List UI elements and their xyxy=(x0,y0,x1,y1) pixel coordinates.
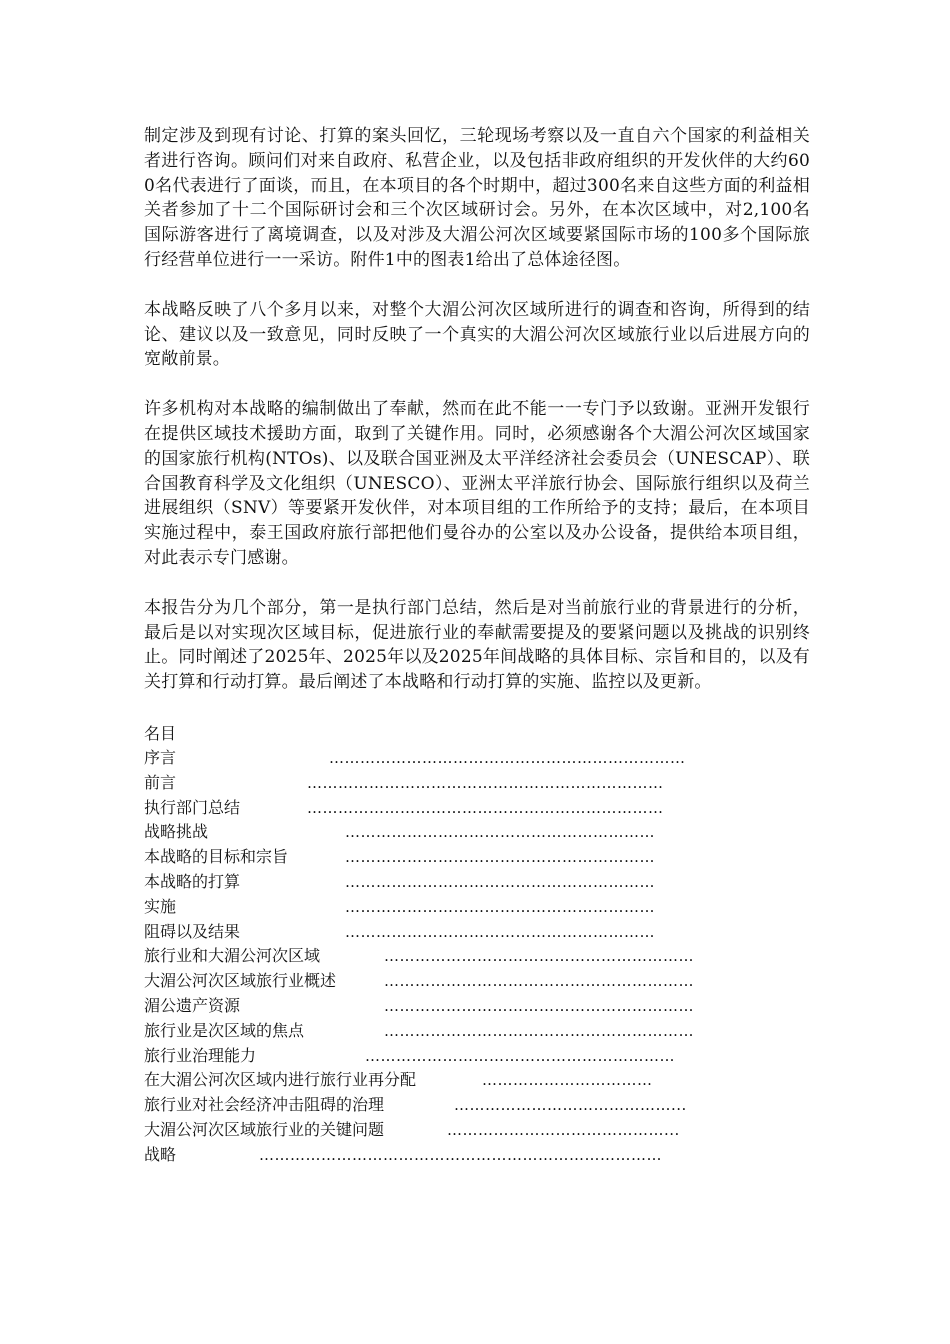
toc-leader-dots: …………………………………………………………………… xyxy=(259,1145,662,1164)
toc-entry[interactable] xyxy=(144,771,810,796)
toc-entry-label: 前言 xyxy=(144,772,177,792)
toc-entry[interactable] xyxy=(144,1143,810,1168)
toc-leader-dots: …………………………………………………… xyxy=(384,1021,694,1040)
toc-entry[interactable] xyxy=(144,944,810,969)
toc-leader-dots: …………………………… xyxy=(482,1071,653,1090)
paragraph-methodology: 制定涉及到现有讨论、打算的案头回忆，三轮现场考察以及一直自六个国家的利益相关者进行咨询。顾问们对来自政府、私营企业，以及包括非政府组织的开发伙伴的大约600名代表进行了面谈，而且，在本项目的各个时期中，超过300名来自这些方面的利益相关者参加了十二个国际研讨会和三个次区域研讨会。另外，在本次区域中，对2,100名国际游客进行了离境调查，以及对涉及大湄公河次区域要紧国际市场的100多个国际旅行经营单位进行一一采访。附件1中的图表1给出了总体途径图。 xyxy=(144,126,810,270)
toc-entry-label: 湄公遗产资源 xyxy=(144,995,241,1015)
toc-entry-label: 战略挑战 xyxy=(144,822,209,842)
toc-entry[interactable] xyxy=(144,920,810,945)
toc-entry[interactable] xyxy=(144,746,810,771)
toc-entry[interactable] xyxy=(144,870,810,895)
paragraph-findings: 本战略反映了八个多月以来，对整个大湄公河次区域所进行的调查和咨询，所得到的结论、建议以及一致意见，同时反映了一个真实的大湄公河次区域旅行业以后进展方向的宽敞前景。 xyxy=(144,299,810,370)
toc-entry[interactable] xyxy=(144,1118,810,1143)
toc-entry-label: 执行部门总结 xyxy=(144,797,241,817)
toc-entry-label: 大湄公河次区域旅行业的关键问题 xyxy=(144,1119,385,1139)
toc-entry-label: 本战略的目标和宗旨 xyxy=(144,847,289,867)
toc-leader-dots: …………………………………………………… xyxy=(384,947,694,966)
toc-entry[interactable] xyxy=(144,969,810,994)
document-page xyxy=(144,124,810,1167)
toc-leader-dots: …………………………………………………… xyxy=(365,1046,675,1065)
toc-entry-label: 旅行业对社会经济冲击阻碍的治理 xyxy=(144,1095,385,1115)
toc-entry-label: 大湄公河次区域旅行业概述 xyxy=(144,971,337,991)
toc-entry[interactable] xyxy=(144,820,810,845)
table-of-contents xyxy=(144,721,810,1168)
toc-entry[interactable] xyxy=(144,1093,810,1118)
toc-entry[interactable] xyxy=(144,895,810,920)
toc-leader-dots: …………………………………………………… xyxy=(345,848,655,867)
toc-entry-label: 旅行业治理能力 xyxy=(144,1045,257,1065)
toc-entry-label: 旅行业和大湄公河次区域 xyxy=(144,946,321,966)
toc-leader-dots: …………………………………………………… xyxy=(345,922,655,941)
toc-entry[interactable] xyxy=(144,796,810,821)
toc-leader-dots: …………………………………………………………… xyxy=(307,798,664,817)
toc-leader-dots: …………………………………………………………… xyxy=(329,748,686,767)
toc-leader-dots: ……………………………………... xyxy=(447,1120,680,1139)
toc-entry[interactable] xyxy=(144,1068,810,1093)
toc-leader-dots: …………………………………………………… xyxy=(345,897,655,916)
toc-leader-dots: …………………………………………………… xyxy=(384,996,694,1015)
toc-leader-dots: …………………………………………………… xyxy=(345,872,655,891)
paragraph-report-structure: 本报告分为几个部分，第一是执行部门总结，然后是对当前旅行业的背景进行的分析，最后是以对实现次区域目标，促进旅行业的奉献需要提及的要紧问题以及挑战的识别终止。同时阐述了2025年、2025年以及2025年间战略的具体目标、宗旨和目的，以及有关打算和行动打算。最后阐述了本战略和行动打算的实施、监控以及更新。 xyxy=(144,597,810,693)
toc-entry[interactable] xyxy=(144,994,810,1019)
toc-entry[interactable] xyxy=(144,1044,810,1069)
toc-entry-label: 旅行业是次区域的焦点 xyxy=(144,1020,305,1040)
toc-leader-dots: …………………………………………………………… xyxy=(307,773,664,792)
toc-entry-label: 阻碍以及结果 xyxy=(144,921,241,941)
paragraph-acknowledgements: 许多机构对本战略的编制做出了奉献，然而在此不能一一专门予以致谢。亚洲开发银行在提供区域技术援助方面，取到了关键作用。同时，必须感谢各个大湄公河次区域国家的国家旅行机构(NTOs)、以及联合国亚洲及太平洋经济社会委员会（UNESCAP）、联合国教育科学及文化组织（UNESCO）、亚洲太平洋旅行协会、国际旅行组织以及荷兰进展组织（SNV）等要紧开发伙伴，对本项目组的工作所给予的支持；最后，在本项目实施过程中，泰王国政府旅行部把他们曼谷办的公室以及办公设备，提供给本项目组，对此表示专门感谢。 xyxy=(144,399,810,568)
toc-entry-label: 实施 xyxy=(144,896,177,916)
toc-entry[interactable] xyxy=(144,1019,810,1044)
toc-entry-label: 在大湄公河次区域内进行旅行业再分配 xyxy=(144,1070,417,1090)
toc-leader-dots: …………………………………………………… xyxy=(345,823,655,842)
toc-entry-label: 战略 xyxy=(144,1144,177,1164)
toc-entry-label: 本战略的打算 xyxy=(144,871,241,891)
toc-leader-dots: ……………………………………... xyxy=(454,1096,687,1115)
toc-leader-dots: …………………………………………………… xyxy=(384,972,694,991)
toc-entry[interactable] xyxy=(144,845,810,870)
toc-title: 名目 xyxy=(144,723,177,743)
toc-entry-label: 序言 xyxy=(144,747,177,767)
